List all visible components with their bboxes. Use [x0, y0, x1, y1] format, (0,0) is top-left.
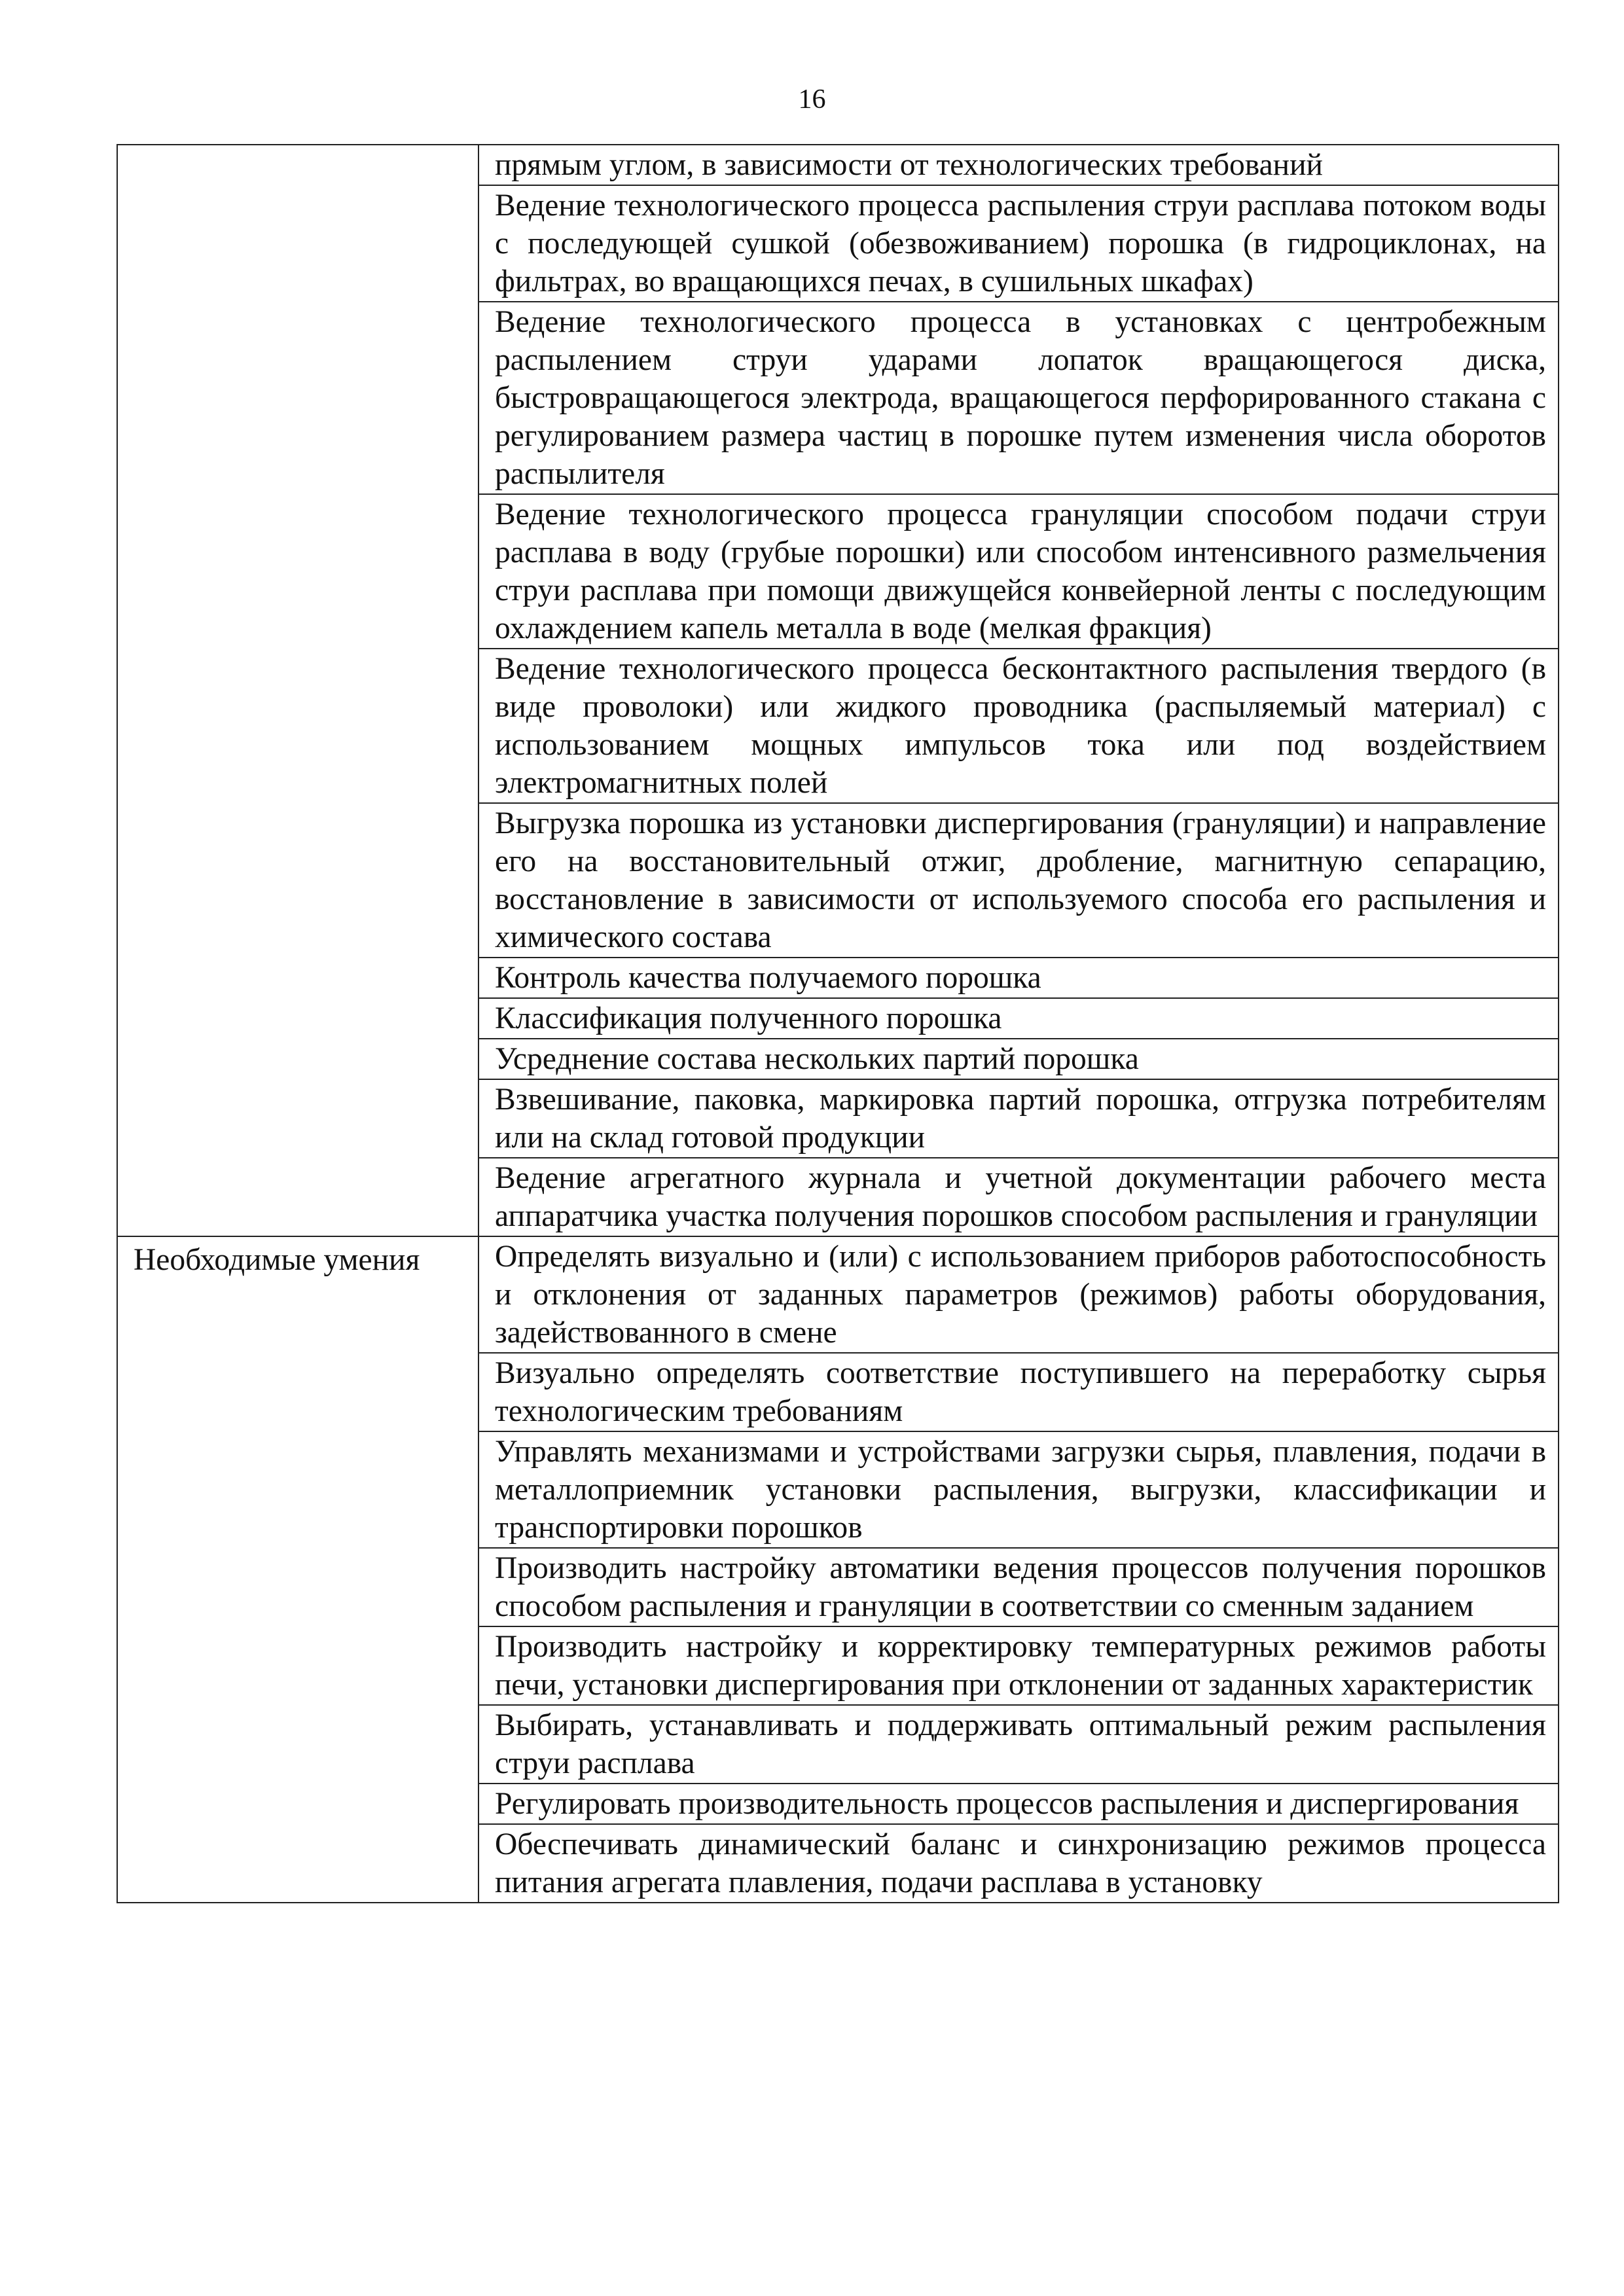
list-item: Регулировать производительность процессов распыления и диспергирования	[479, 1784, 1558, 1825]
list-item: Определять визуально и (или) с использованием приборов работоспособность и отклонения от заданных параметров (режимов) работы оборудования, задействованного в смене	[479, 1237, 1558, 1354]
list-item: Производить настройку автоматики ведения процессов получения порошков способом распыления и грануляции в соответствии со сменным заданием	[479, 1549, 1558, 1627]
row-content	[478, 145, 1559, 1236]
list-item: Усреднение состава нескольких партий порошка	[479, 1039, 1558, 1080]
list-item: Ведение технологического процесса грануляции способом подачи струи расплава в воду (грубые порошки) или способом интенсивного размельчения струи расплава при помощи движущейся конвейерной ленты с последующим охлаждением капель металла в воде (мелкая фракция)	[479, 495, 1558, 649]
list-item: Ведение технологического процесса в установках с центробежным распылением струи ударами лопаток вращающегося диска, быстровращающегося электрода, вращающегося перфорированного стакана с регулированием размера частиц в порошке путем изменения числа оборотов распылителя	[479, 302, 1558, 495]
list-item: Классификация полученного порошка	[479, 999, 1558, 1039]
list-item: Ведение технологического процесса распыления струи расплава потоком воды с последующей сушкой (обезвоживанием) порошка (в гидроциклонах, на фильтрах, во вращающихся печах, в сушильных шкафах)	[479, 186, 1558, 302]
page-number: 16	[798, 84, 826, 115]
list-item: Взвешивание, паковка, маркировка партий порошка, отгрузка потребителям или на склад готовой продукции	[479, 1080, 1558, 1158]
list-item: Выгрузка порошка из установки диспергирования (грануляции) и направление его на восстановительный отжиг, дробление, магнитную сепарацию, восстановление в зависимости от используемого способа его распыления и химического состава	[479, 804, 1558, 958]
table-row	[117, 1236, 1559, 1903]
list-item: прямым углом, в зависимости от технологических требований	[479, 145, 1558, 186]
requirements-table	[117, 144, 1559, 1903]
list-item: Обеспечивать динамический баланс и синхронизацию режимов процесса питания агрегата плавления, подачи расплава в установку	[495, 1827, 1546, 1899]
list-item: Ведение агрегатного журнала и учетной документации рабочего места аппаратчика участка получения порошков способом распыления и грануляции	[495, 1161, 1546, 1233]
list-item: Ведение технологического процесса бесконтактного распыления твердого (в виде проволоки) или жидкого проводника (распыляемый материал) с использованием мощных импульсов тока или под воздействием электромагнитных полей	[479, 649, 1558, 804]
list-item: Визуально определять соответствие поступившего на переработку сырья технологическим требованиям	[479, 1354, 1558, 1432]
list-item: Контроль качества получаемого порошка	[479, 958, 1558, 999]
list-item: Производить настройку и корректировку температурных режимов работы печи, установки диспергирования при отклонении от заданных характеристик	[479, 1627, 1558, 1706]
table-row	[117, 145, 1559, 1236]
list-item: Выбирать, устанавливать и поддерживать оптимальный режим распыления струи расплава	[479, 1706, 1558, 1784]
row-content	[478, 1236, 1559, 1903]
row-label-necessary-skills: Необходимые умения	[117, 1236, 478, 1903]
list-item: Управлять механизмами и устройствами загрузки сырья, плавления, подачи в металлоприемник установки распыления, выгрузки, классификации и транспортировки порошков	[479, 1432, 1558, 1549]
row-label	[117, 145, 478, 1236]
